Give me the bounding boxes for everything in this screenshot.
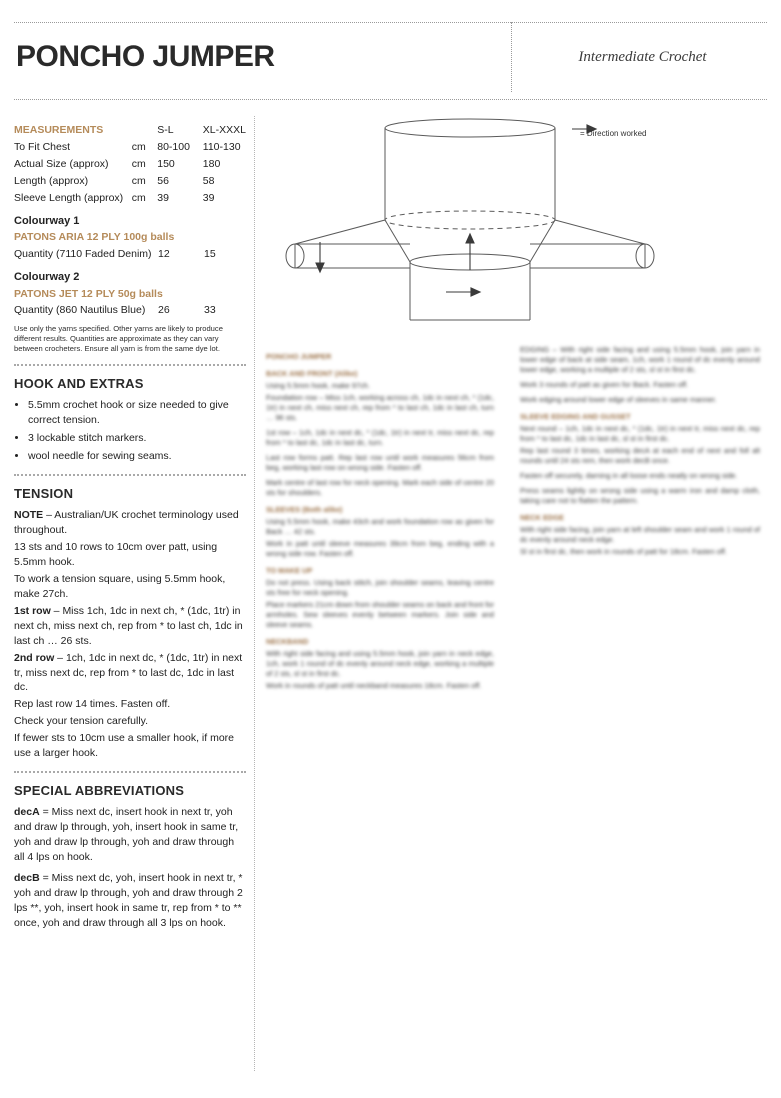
paragraph: Do not press. Using back stitch, join shoulder seams, leaving centre sts free for neck opening.	[266, 577, 494, 597]
instructions-column-right	[520, 345, 760, 562]
abbreviation-decB	[14, 871, 246, 931]
paragraph: With right side facing, join yarn at left shoulder seam and work 1 round of dc evenly around neck edge.	[520, 524, 760, 544]
instructions-column-middle	[266, 345, 494, 696]
paragraph: Sl st in first dc, then work in rounds of patt for 18cm. Fasten off.	[520, 546, 727, 556]
abbreviation-decB-label: decB	[14, 872, 40, 885]
paragraph: Work 3 rounds of patt as given for Back. Fasten off.	[520, 379, 689, 389]
shoulder-right	[555, 220, 645, 244]
list-item: • wool needle for sewing seams.	[28, 449, 246, 464]
paragraph: Mark centre of last row for neck opening. Mark each side of centre 20 sts for shoulders.	[266, 477, 494, 497]
hook-list	[14, 398, 246, 464]
paragraph: Work edging around lower edge of sleeves in same manner.	[520, 394, 717, 404]
table-row: Length (approx) cm 56 58	[14, 174, 215, 187]
list-item: • 5.5mm crochet hook or size needed to give correct tension.	[28, 398, 246, 428]
tension-note	[14, 508, 246, 538]
tension-heading: TENSION	[14, 486, 74, 502]
paragraph: EDGING – With right side facing and using 5.5mm hook, join yarn in lower edge of back at side seam, 1ch, work 1 round of dc evenly around lower edge, working a multiple of 2 sts, sl st in first dc.	[520, 345, 760, 374]
abbreviation-decB-text: = Miss next dc, yoh, insert hook in next tr, * yoh and draw lp through, yoh and draw through 2 lps **, yoh, insert hook in same tr, rep from * to ** once, yoh and draw through all 3 lps on hook.	[14, 872, 243, 929]
body-top-ellipse	[385, 119, 555, 137]
tension-line: To work a tension square, using 5.5mm hook, make 27ch.	[14, 573, 226, 601]
section-heading: BACK AND FRONT (Alike)	[266, 368, 358, 378]
tension-tail: Check your tension carefully.	[14, 715, 149, 728]
header-bottom-divider	[14, 99, 767, 100]
instructions-title: PONCHO JUMPER	[266, 352, 332, 361]
yarn-note: Use only the yarns specified. Other yarns are likely to produce different results. Quantities are approximate as they can vary between crocheters. Ensure all yarn is from the same dye lot.	[14, 324, 223, 354]
section-divider	[14, 771, 246, 773]
schematic-legend: = Direction worked	[580, 129, 647, 138]
colourway-2-yarn: PATONS JET 12 PLY 50g balls	[14, 287, 163, 300]
arrow-body-head	[466, 234, 474, 243]
section-divider	[14, 364, 246, 366]
colourway-2-title: Colourway 2	[14, 270, 80, 283]
measurements-table	[14, 122, 246, 207]
paragraph: Using 5.5mm hook, make 97ch.	[266, 380, 370, 390]
colourway-2-table	[14, 302, 246, 319]
schematic-svg	[280, 110, 767, 340]
section-heading: SLEEVE EDGING AND GUSSET	[520, 411, 631, 421]
table-row: Actual Size (approx) cm 150 180	[14, 157, 221, 170]
paragraph: With right side facing and using 5.5mm hook, join yarn in neck edge, 1ch, work 1 round of dc evenly around neck edge, working a multiple of 2 sts, sl st in first dc.	[266, 648, 494, 678]
paragraph: Rep last round 3 times, working decA at each end of next and foll alt rounds until 24 sts rem, then work decB once.	[520, 445, 760, 465]
abbreviation-decA-label: decA	[14, 806, 40, 819]
abbreviations-heading: SPECIAL ABBREVIATIONS	[14, 782, 185, 798]
tension-tail: Rep last row 14 times. Fasten off.	[14, 698, 171, 711]
section-heading: SLEEVES (Both alike)	[266, 504, 343, 514]
page-subtitle: Intermediate Crochet	[578, 48, 707, 65]
arrow-lower-head	[471, 288, 480, 296]
tension-row-1-label: 1st row	[14, 604, 51, 617]
paragraph: Place markers 21cm down from shoulder seams on back and front for armholes. Sew sleeves evenly between markers. Join side and sleeve seams.	[266, 599, 494, 629]
tension-line: 13 sts and 10 rows to 10cm over patt, using 5.5mm hook.	[14, 541, 218, 569]
table-row: To Fit Chest cm 80-100 110-130	[14, 140, 241, 153]
measurements-heading: MEASUREMENTS	[14, 124, 104, 136]
hook-heading: HOOK AND EXTRAS	[14, 375, 144, 391]
colourway-1-table	[14, 246, 246, 263]
body-bottom-ellipse	[385, 211, 555, 229]
paragraph: Foundation row – Miss 1ch, working across ch, 1dc in next ch, * (1dc, 1tr) in next ch, miss next ch, rep from * to last ch, 1dc in last ch, turn … 96 sts.	[266, 392, 494, 422]
paragraph: 1st row – 1ch, 1dc in next dc, * (1dc, 1tr) in next tr, miss next dc, rep from * to last dc, 1dc in last dc, turn.	[266, 427, 494, 447]
table-row: Sleeve Length (approx) cm 39 39	[14, 191, 215, 204]
measurements-col1-header: S-L	[157, 124, 174, 136]
left-column	[14, 122, 246, 933]
section-heading: NECK EDGE	[520, 512, 564, 522]
paragraph: Last row forms patt. Rep last row until work measures 56cm from beg, working last row on wrong side. Fasten off.	[266, 452, 494, 472]
measurements-col2-header: XL-XXXL	[202, 124, 246, 136]
table-row: Quantity (860 Nautilus Blue) 26 33	[14, 304, 216, 317]
page-title: PONCHO JUMPER	[16, 40, 275, 73]
garment-schematic	[280, 110, 767, 340]
tension-note-label: NOTE	[14, 509, 44, 522]
tension-row-2	[14, 651, 246, 696]
shoulder-left	[295, 220, 385, 244]
tension-row-2-text: – 1ch, 1dc in next dc, * (1dc, 1tr) in next tr, miss next dc, rep from * to last dc, 1dc in last dc.	[14, 651, 243, 694]
abbreviation-decA-text: = Miss next dc, insert hook in next tr, yoh and draw lp through, yoh, insert hook in same tr, yoh and draw lp through, yoh and draw through all 4 lps on hook.	[14, 806, 239, 864]
tension-tail: If fewer sts to 10cm use a smaller hook, if more use a larger hook.	[14, 732, 234, 760]
paragraph: Using 5.5mm hook, make 43ch and work foundation row as given for Back … 42 sts.	[266, 516, 494, 536]
tension-row-1-text: – Miss 1ch, 1dc in next ch, * (1dc, 1tr) in next ch, miss next ch, rep from * to last ch, 1dc in last ch … 26 sts.	[14, 604, 243, 647]
colourway-1-title: Colourway 1	[14, 214, 80, 227]
paragraph: Work in rounds of patt until neckband measures 18cm. Fasten off.	[266, 680, 482, 690]
paragraph: Fasten off securely, darning in all loose ends neatly on wrong side.	[520, 470, 738, 480]
underarm-left	[385, 220, 410, 262]
table-row: Quantity (7110 Faded Denim) 12 15	[14, 248, 216, 261]
paragraph: Next round – 1ch, 1dc in next dc, * (1dc, 1tr) in next tr, miss next dc, rep from * to last dc, 1dc in last dc, sl st in first dc.	[520, 423, 760, 443]
tension-note-text: – Australian/UK crochet terminology used throughout.	[14, 509, 239, 537]
paragraph: Work in patt until sleeve measures 39cm from beg, ending with a wrong side row. Fasten off.	[266, 538, 494, 558]
list-item: • 3 lockable stitch markers.	[28, 431, 246, 446]
tension-row-2-label: 2nd row	[14, 651, 55, 664]
section-heading: TO MAKE UP	[266, 565, 313, 575]
paragraph: Press seams lightly on wrong side using a warm iron and damp cloth, taking care not to flatten the pattern.	[520, 485, 760, 505]
section-heading: NECKBAND	[266, 636, 309, 646]
abbreviation-decA	[14, 805, 246, 865]
table-row	[14, 122, 246, 139]
tension-row-1	[14, 604, 246, 649]
column-divider	[254, 116, 255, 1071]
section-divider	[14, 474, 246, 476]
colourway-1-yarn: PATONS ARIA 12 PLY 100g balls	[14, 231, 175, 244]
page-header	[14, 22, 767, 92]
